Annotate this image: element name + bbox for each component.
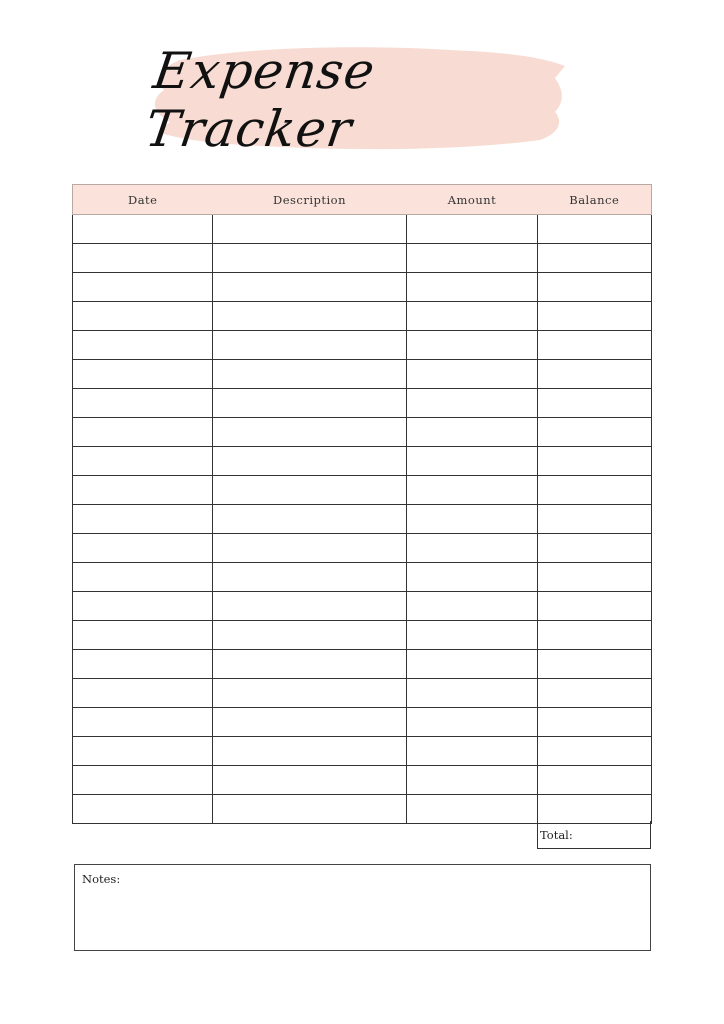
table-row	[73, 244, 652, 273]
page-title: Expense Tracker	[141, 42, 379, 158]
table-row	[73, 795, 652, 824]
amount-cell[interactable]	[407, 592, 538, 621]
balance-cell[interactable]	[538, 447, 652, 476]
description-cell[interactable]	[213, 418, 407, 447]
balance-cell[interactable]	[538, 650, 652, 679]
balance-cell[interactable]	[538, 302, 652, 331]
description-cell[interactable]	[213, 360, 407, 389]
amount-cell[interactable]	[407, 302, 538, 331]
date-cell[interactable]	[73, 418, 213, 447]
balance-cell[interactable]	[538, 708, 652, 737]
table-row	[73, 476, 652, 505]
description-cell[interactable]	[213, 795, 407, 824]
description-cell[interactable]	[213, 737, 407, 766]
table-row	[73, 505, 652, 534]
date-cell[interactable]	[73, 360, 213, 389]
description-cell[interactable]	[213, 621, 407, 650]
description-cell[interactable]	[213, 563, 407, 592]
notes-label: Notes:	[82, 872, 121, 886]
date-cell[interactable]	[73, 563, 213, 592]
balance-cell[interactable]	[538, 592, 652, 621]
amount-cell[interactable]	[407, 708, 538, 737]
date-cell[interactable]	[73, 621, 213, 650]
notes-box[interactable]	[74, 864, 651, 951]
date-cell[interactable]	[73, 766, 213, 795]
total-label: Total:	[540, 827, 573, 842]
balance-cell[interactable]	[538, 476, 652, 505]
date-cell[interactable]	[73, 389, 213, 418]
column-header-date: Date	[73, 185, 213, 215]
table-row	[73, 302, 652, 331]
amount-cell[interactable]	[407, 476, 538, 505]
amount-cell[interactable]	[407, 534, 538, 563]
date-cell[interactable]	[73, 592, 213, 621]
table-row	[73, 447, 652, 476]
table-header-row	[73, 185, 652, 215]
amount-cell[interactable]	[407, 215, 538, 244]
table-row	[73, 418, 652, 447]
amount-cell[interactable]	[407, 389, 538, 418]
description-cell[interactable]	[213, 476, 407, 505]
description-cell[interactable]	[213, 302, 407, 331]
balance-cell[interactable]	[538, 534, 652, 563]
date-cell[interactable]	[73, 215, 213, 244]
amount-cell[interactable]	[407, 650, 538, 679]
amount-cell[interactable]	[407, 273, 538, 302]
description-cell[interactable]	[213, 679, 407, 708]
table-row	[73, 534, 652, 563]
description-cell[interactable]	[213, 244, 407, 273]
balance-cell[interactable]	[538, 563, 652, 592]
table-row	[73, 273, 652, 302]
table-row	[73, 563, 652, 592]
amount-cell[interactable]	[407, 331, 538, 360]
date-cell[interactable]	[73, 331, 213, 360]
amount-cell[interactable]	[407, 563, 538, 592]
table-row	[73, 737, 652, 766]
date-cell[interactable]	[73, 737, 213, 766]
amount-cell[interactable]	[407, 244, 538, 273]
balance-cell[interactable]	[538, 737, 652, 766]
amount-cell[interactable]	[407, 737, 538, 766]
description-cell[interactable]	[213, 505, 407, 534]
table-row	[73, 360, 652, 389]
table-row	[73, 650, 652, 679]
description-cell[interactable]	[213, 650, 407, 679]
date-cell[interactable]	[73, 708, 213, 737]
table-row	[73, 679, 652, 708]
balance-cell[interactable]	[538, 795, 652, 824]
table-row	[73, 766, 652, 795]
date-cell[interactable]	[73, 795, 213, 824]
balance-cell[interactable]	[538, 505, 652, 534]
balance-cell[interactable]	[538, 244, 652, 273]
amount-cell[interactable]	[407, 621, 538, 650]
description-cell[interactable]	[213, 389, 407, 418]
date-cell[interactable]	[73, 447, 213, 476]
balance-cell[interactable]	[538, 389, 652, 418]
date-cell[interactable]	[73, 534, 213, 563]
column-header-balance: Balance	[538, 185, 652, 215]
amount-cell[interactable]	[407, 447, 538, 476]
balance-cell[interactable]	[538, 766, 652, 795]
amount-cell[interactable]	[407, 505, 538, 534]
description-cell[interactable]	[213, 708, 407, 737]
description-cell[interactable]	[213, 331, 407, 360]
balance-cell[interactable]	[538, 621, 652, 650]
table-row	[73, 708, 652, 737]
description-cell[interactable]	[213, 215, 407, 244]
balance-cell[interactable]	[538, 679, 652, 708]
table-row	[73, 331, 652, 360]
date-cell[interactable]	[73, 302, 213, 331]
column-header-amount: Amount	[407, 185, 538, 215]
amount-cell[interactable]	[407, 360, 538, 389]
date-cell[interactable]	[73, 273, 213, 302]
date-cell[interactable]	[73, 505, 213, 534]
table-row	[73, 592, 652, 621]
expense-table	[72, 184, 652, 824]
balance-cell[interactable]	[538, 360, 652, 389]
total-cell[interactable]	[537, 821, 651, 849]
amount-cell[interactable]	[407, 679, 538, 708]
amount-cell[interactable]	[407, 795, 538, 824]
table-row	[73, 621, 652, 650]
amount-cell[interactable]	[407, 766, 538, 795]
description-cell[interactable]	[213, 592, 407, 621]
date-cell[interactable]	[73, 476, 213, 505]
balance-cell[interactable]	[538, 418, 652, 447]
balance-cell[interactable]	[538, 331, 652, 360]
description-cell[interactable]	[213, 534, 407, 563]
description-cell[interactable]	[213, 766, 407, 795]
description-cell[interactable]	[213, 273, 407, 302]
column-header-description: Description	[213, 185, 407, 215]
balance-cell[interactable]	[538, 215, 652, 244]
description-cell[interactable]	[213, 447, 407, 476]
balance-cell[interactable]	[538, 273, 652, 302]
date-cell[interactable]	[73, 650, 213, 679]
table-row	[73, 215, 652, 244]
amount-cell[interactable]	[407, 418, 538, 447]
date-cell[interactable]	[73, 679, 213, 708]
expense-table-container	[72, 184, 651, 824]
table-row	[73, 389, 652, 418]
date-cell[interactable]	[73, 244, 213, 273]
